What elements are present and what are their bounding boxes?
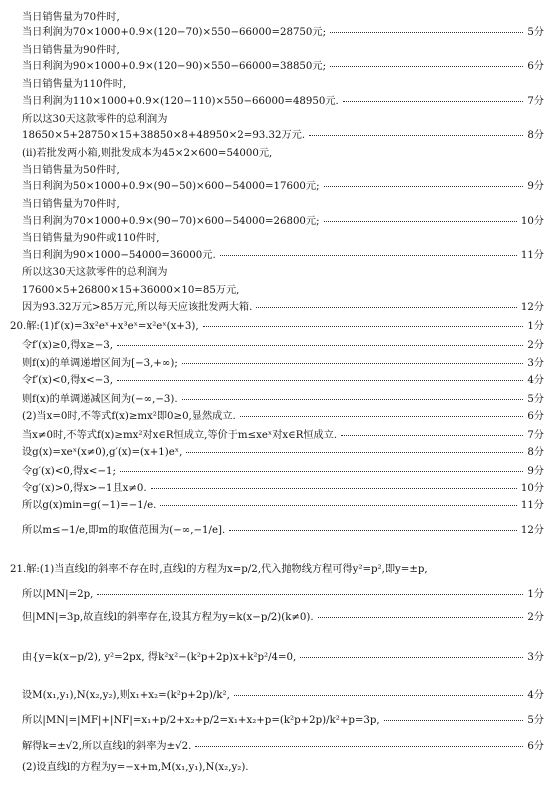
- solution-line: [0, 711, 554, 725]
- solution-line: [0, 521, 554, 535]
- line-text: 设M(x₁,y₁),N(x₂,y₂),则x₁+x₂=(k²p+2p)/k²,: [22, 689, 230, 701]
- solution-line: [0, 57, 554, 71]
- leader-dots: [300, 657, 523, 658]
- line-text: 但|MN|=3p,故直线l的斜率存在,设其方程为y=k(x−p/2)(k≠0).: [22, 611, 314, 623]
- solution-line: [0, 212, 554, 226]
- score-label: 5分: [527, 26, 544, 38]
- solution-line: [0, 144, 554, 158]
- score-label: 9分: [527, 465, 544, 477]
- line-text: (2)设直线l的方程为y=−x+m,M(x₁,y₁),N(x₂,y₂).: [22, 761, 249, 773]
- solution-line: [0, 229, 554, 243]
- line-text: 当日销售量为50件时,: [22, 164, 120, 176]
- line-text: 20.解:(1)f′(x)=3x²eˣ+x³eˣ=x²eˣ(x+3),: [10, 320, 199, 332]
- line-text: 令f′(x)≥0,得x≥−3,: [22, 339, 113, 351]
- leader-dots: [117, 345, 523, 346]
- score-label: 7分: [527, 95, 544, 107]
- solution-line: [0, 479, 554, 493]
- solution-line: [0, 737, 554, 751]
- leader-dots: [195, 746, 523, 747]
- solution-line: [0, 608, 554, 622]
- leader-dots: [324, 186, 524, 187]
- leader-dots: [309, 135, 523, 136]
- leader-dots: [97, 594, 523, 595]
- line-text: 所以g(x)min=g(−1)=−1/e.: [22, 499, 157, 511]
- score-label: 8分: [527, 129, 544, 141]
- score-label: 11分: [520, 249, 544, 261]
- score-label: 3分: [527, 357, 544, 369]
- score-label: 12分: [520, 301, 544, 313]
- score-label: 2分: [527, 611, 544, 623]
- solution-line: [0, 407, 554, 421]
- line-text: 当日利润为110×1000+0.9×(120−110)×550−66000=48950元.: [22, 95, 339, 107]
- leader-dots: [220, 255, 517, 256]
- line-text: 所以这30天这款零件的总利润为: [22, 113, 168, 125]
- line-text: 当日利润为90×1000−54000=36000元.: [22, 249, 216, 261]
- leader-dots: [341, 435, 523, 436]
- line-text: 令g′(x)>0,得x>−1且x≠0.: [22, 482, 147, 494]
- solution-line: [0, 298, 554, 312]
- solution-line: [0, 336, 554, 350]
- leader-dots: [160, 505, 516, 506]
- line-text: 当日利润为70×1000+0.9×(90−70)×600−54000=26800元;: [22, 215, 320, 227]
- score-label: 6分: [527, 740, 544, 752]
- solution-line: [0, 560, 554, 574]
- leader-dots: [203, 326, 524, 327]
- leader-dots: [324, 221, 517, 222]
- leader-dots: [182, 363, 524, 364]
- line-text: 当日利润为90×1000+0.9×(120−90)×550−66000=38850元;: [22, 60, 327, 72]
- line-text: 当日销售量为70件时,: [22, 11, 120, 23]
- line-text: 当日销售量为90件或110件时,: [22, 232, 160, 244]
- leader-dots: [182, 399, 524, 400]
- solution-line: [0, 496, 554, 510]
- solution-line: [0, 371, 554, 385]
- solution-line: [0, 758, 554, 772]
- score-label: 8分: [527, 446, 544, 458]
- line-text: 当日销售量为70件时,: [22, 198, 120, 210]
- solution-line: [0, 585, 554, 599]
- line-text: 由{y=k(x−p/2), y²=2px, 得k²x²−(k²p+2p)x+k²p²/4=0,: [22, 651, 297, 663]
- line-text: 则f(x)的单调递增区间为[−3,+∞);: [22, 357, 178, 369]
- score-label: 1分: [527, 320, 544, 332]
- score-label: 10分: [520, 215, 544, 227]
- leader-dots: [186, 452, 523, 453]
- line-text: 所以|MN|=|MF|+|NF|=x₁+p/2+x₂+p/2=x₁+x₂+p=(k²p+2p)/k²+p=3p,: [22, 714, 380, 726]
- score-label: 4分: [527, 374, 544, 386]
- solution-line: [0, 8, 554, 22]
- line-text: 令g′(x)<0,得x<−1;: [22, 465, 116, 477]
- score-label: 12分: [520, 524, 544, 536]
- solution-line: [0, 281, 554, 295]
- score-label: 6分: [527, 410, 544, 422]
- leader-dots: [256, 307, 517, 308]
- line-text: 则f(x)的单调递减区间为(−∞,−3).: [22, 393, 178, 405]
- leader-dots: [234, 695, 523, 696]
- leader-dots: [229, 530, 517, 531]
- solution-line: [0, 177, 554, 191]
- solution-line: [0, 317, 554, 331]
- solution-line: [0, 110, 554, 124]
- line-text: 当x≠0时,不等式f(x)≥mx²对x∈R恒成立,等价于m≤xeˣ对x∈R恒成立.: [22, 429, 338, 441]
- solution-line: [0, 686, 554, 700]
- solution-line: [0, 161, 554, 175]
- score-label: 6分: [527, 60, 544, 72]
- leader-dots: [343, 101, 524, 102]
- solution-line: [0, 23, 554, 37]
- line-text: 所以m≤−1/e,即m的取值范围为(−∞,−1/e].: [22, 524, 226, 536]
- line-text: 设g(x)=xeˣ(x≠0),g′(x)=(x+1)eˣ,: [22, 446, 183, 458]
- score-label: 10分: [520, 482, 544, 494]
- line-text: (ii)若批发两小箱,则批发成本为45×2×600=54000元,: [22, 147, 273, 159]
- score-label: 9分: [527, 180, 544, 192]
- solution-line: [0, 41, 554, 55]
- line-text: (2)当x=0时,不等式f(x)≥mx²即0≥0,显然成立.: [22, 410, 236, 422]
- solution-line: [0, 126, 554, 140]
- score-label: 11分: [520, 499, 544, 511]
- solution-line: [0, 263, 554, 277]
- line-text: 18650×5+28750×15+38850×8+48950×2=93.32万元.: [22, 129, 306, 141]
- solution-line: [0, 462, 554, 476]
- solution-line: [0, 92, 554, 106]
- line-text: 当日销售量为110件时,: [22, 78, 127, 90]
- solution-line: [0, 390, 554, 404]
- score-label: 5分: [527, 714, 544, 726]
- solution-line: [0, 354, 554, 368]
- solution-line: [0, 648, 554, 662]
- leader-dots: [384, 720, 524, 721]
- solution-line: [0, 426, 554, 440]
- line-text: 21.解:(1)当直线l的斜率不存在时,直线l的方程为x=p/2,代入抛物线方程可得y²=p²,即y=±p,: [10, 563, 428, 575]
- line-text: 当日利润为50×1000+0.9×(90−50)×600−54000=17600元;: [22, 180, 320, 192]
- line-text: 当日利润为70×1000+0.9×(120−70)×550−66000=28750元;: [22, 26, 327, 38]
- score-label: 1分: [527, 588, 544, 600]
- leader-dots: [318, 617, 524, 618]
- leader-dots: [117, 380, 523, 381]
- score-label: 4分: [527, 689, 544, 701]
- solution-line: [0, 246, 554, 260]
- leader-dots: [151, 488, 517, 489]
- line-text: 所以|MN|=2p,: [22, 588, 94, 600]
- line-text: 令f′(x)<0,得x<−3,: [22, 374, 113, 386]
- line-text: 17600×5+26800×15+36000×10=85万元,: [22, 284, 240, 296]
- line-text: 因为93.32万元>85万元,所以每天应该批发两大箱.: [22, 301, 253, 313]
- solution-line: [0, 195, 554, 209]
- score-label: 5分: [527, 393, 544, 405]
- line-text: 解得k=±√2,所以直线l的斜率为±√2.: [22, 740, 192, 752]
- line-text: 所以这30天这款零件的总利润为: [22, 266, 168, 278]
- score-label: 2分: [527, 339, 544, 351]
- leader-dots: [330, 66, 523, 67]
- leader-dots: [330, 32, 523, 33]
- solution-line: [0, 443, 554, 457]
- score-label: 3分: [527, 651, 544, 663]
- leader-dots: [240, 416, 524, 417]
- line-text: 当日销售量为90件时,: [22, 44, 120, 56]
- solution-line: [0, 75, 554, 89]
- score-label: 7分: [527, 429, 544, 441]
- leader-dots: [120, 471, 523, 472]
